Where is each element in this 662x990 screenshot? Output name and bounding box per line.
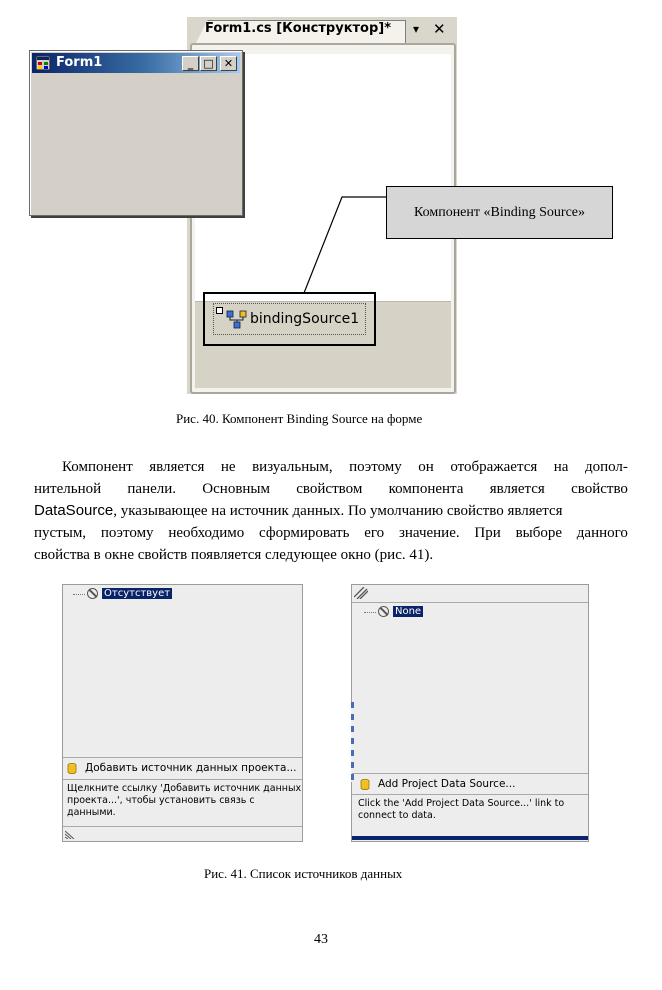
word: поэтому: [100, 525, 154, 541]
word: поэтому: [349, 459, 402, 475]
binding-source-icon: [226, 309, 248, 331]
none-item-en[interactable]: [364, 606, 423, 617]
binding-source-component[interactable]: [213, 303, 366, 335]
hint-line: проекта...', чтобы установить связь с: [67, 795, 255, 806]
hint-line: Click the 'Add Project Data Source...' link to: [358, 798, 565, 809]
word: необходимо: [168, 525, 245, 541]
word: При: [474, 525, 501, 541]
background-window-edge: [352, 836, 588, 840]
paragraph-line: [34, 478, 628, 500]
divider: [352, 773, 588, 774]
tree-connector: [364, 612, 376, 613]
word: является: [149, 459, 205, 475]
database-icon: [67, 763, 77, 774]
hint-text-ru: [67, 783, 301, 819]
word: свойством: [296, 481, 363, 497]
add-data-source-link-en[interactable]: [360, 778, 515, 790]
word: не: [220, 459, 236, 475]
word: его: [364, 525, 385, 541]
divider: [63, 779, 302, 780]
add-data-source-link-ru[interactable]: [67, 762, 297, 774]
database-icon: [360, 779, 370, 790]
word: на: [553, 459, 569, 475]
none-icon: [378, 606, 389, 617]
word: сформировать: [259, 525, 350, 541]
divider: [352, 602, 588, 603]
background-window-edge: [351, 702, 354, 782]
add-data-source-label: Add Project Data Source...: [378, 778, 516, 790]
form1-title: Form1: [56, 55, 103, 70]
paragraph-line: [34, 500, 628, 522]
body-paragraph: [34, 456, 628, 566]
datasource-dropdown-en: [351, 584, 589, 842]
word: компонента: [388, 481, 464, 497]
word: панели.: [127, 481, 177, 497]
word: значение.: [398, 525, 460, 541]
hint-line: connect to data.: [358, 810, 436, 821]
word: нительной: [34, 481, 102, 497]
page-number: 43: [314, 932, 328, 947]
figure-41-caption: Рис. 41. Список источников данных: [204, 866, 403, 881]
close-button[interactable]: ✕: [220, 56, 237, 71]
divider: [63, 826, 302, 827]
hint-line: данными.: [67, 807, 116, 818]
none-item-label: Отсутствует: [104, 588, 171, 599]
resize-grip-icon[interactable]: [354, 587, 368, 599]
add-data-source-label: Добавить источник данных проекта...: [85, 762, 297, 774]
word: визуальным,: [252, 459, 333, 475]
word: Компонент: [62, 459, 133, 475]
word: допол-: [584, 459, 628, 475]
word: данного: [576, 525, 628, 541]
none-icon: [87, 588, 98, 599]
word-run: , указывающее на источник данных. По умолчанию свойство является: [113, 503, 563, 519]
hint-text-en: [358, 798, 564, 822]
word-run: свойства в окне свойств появляется следующее окно (рис. 41).: [34, 547, 434, 563]
word: отображается: [450, 459, 538, 475]
figure-40-caption: Рис. 40. Компонент Binding Source на форме: [176, 411, 423, 426]
divider: [63, 757, 302, 758]
document-tab-label: Form1.cs [Конструктор]*: [205, 21, 392, 36]
binding-source-label: bindingSource1: [250, 311, 360, 327]
property-name: DataSource: [34, 502, 114, 519]
callout-text: Компонент «Binding Source»: [413, 204, 586, 220]
paragraph-line: [34, 456, 628, 478]
word: Основным: [202, 481, 270, 497]
paragraph-line: [34, 522, 628, 544]
datasource-dropdown-ru: [62, 584, 303, 842]
word: является: [489, 481, 545, 497]
minimize-button[interactable]: _: [182, 56, 199, 71]
binding-source-highlight: [203, 292, 376, 346]
selection-handle[interactable]: [216, 307, 223, 314]
word: выборе: [515, 525, 563, 541]
maximize-button[interactable]: □: [200, 56, 217, 71]
window-position-icon[interactable]: ▾: [413, 22, 420, 36]
resize-grip-icon[interactable]: [65, 829, 77, 839]
tree-connector: [73, 594, 85, 595]
word: свойство: [571, 481, 628, 497]
none-item-ru[interactable]: [73, 588, 172, 599]
hint-line: Щелкните ссылку 'Добавить источник данных: [67, 783, 302, 794]
word: он: [418, 459, 434, 475]
paragraph-line: [34, 544, 628, 566]
none-item-label: None: [395, 606, 422, 617]
callout-label: [386, 186, 613, 239]
close-tab-icon[interactable]: ✕: [433, 20, 446, 38]
word: пустым,: [34, 525, 87, 541]
divider: [352, 794, 588, 795]
